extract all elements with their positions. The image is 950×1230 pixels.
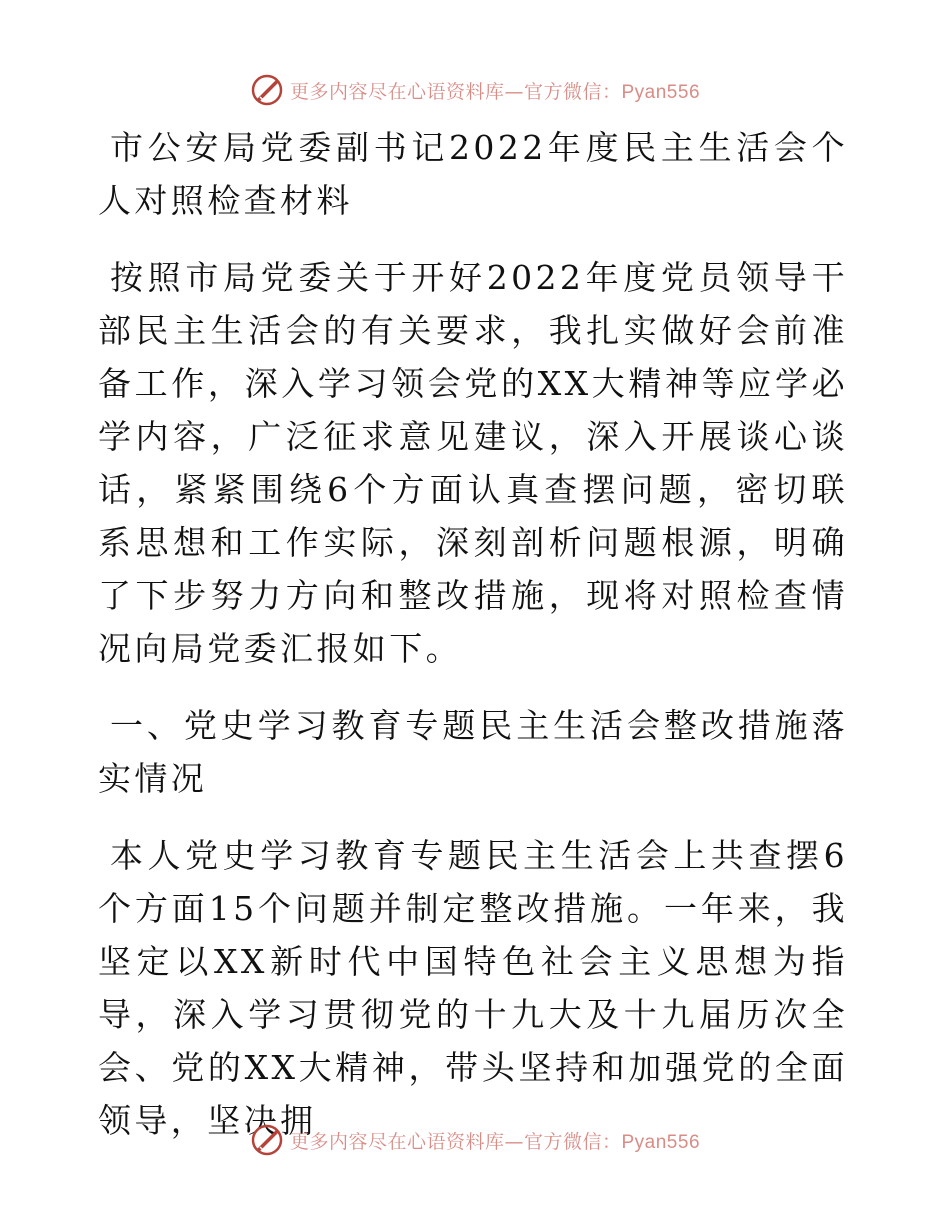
quill-logo-icon: [250, 73, 284, 107]
watermark-text: 更多内容尽在心语资料库—官方微信：Pyan556: [289, 1130, 701, 1153]
watermark-text: 更多内容尽在心语资料库—官方微信：Pyan556: [289, 80, 701, 103]
section-1-paragraph: 本人党史学习教育专题民主生活会上共查摆6个方面15个问题并制定整改措施。一年来，我坚定以XX新时代中国特色社会主义思想为指导，深入学习贯彻党的十九大及十九届历次全会、党的XX大精神，带头坚持和加强党的全面领导，坚决拥: [98, 836, 848, 1140]
section-1-heading: 一、党史学习教育专题民主生活会整改措施落实情况: [98, 706, 848, 798]
watermark-header: [0, 70, 950, 110]
document-title: 市公安局党委副书记2022年度民主生活会个人对照检查材料: [98, 128, 848, 220]
quill-logo-icon: [250, 1123, 284, 1157]
intro-paragraph: 按照市局党委关于开好2022年度党员领导干部民主生活会的有关要求，我扎实做好会前准备工作，深入学习领会党的XX大精神等应学必学内容，广泛征求意见建议，深入开展谈心谈话，紧紧围绕6个方面认真查摆问题，密切联系思想和工作实际，深刻剖析问题根源，明确了下步努力方向和整改措施，现将对照检查情况向局党委汇报如下。: [98, 258, 848, 668]
document-body: [98, 121, 848, 1147]
watermark-footer: [0, 1120, 950, 1160]
